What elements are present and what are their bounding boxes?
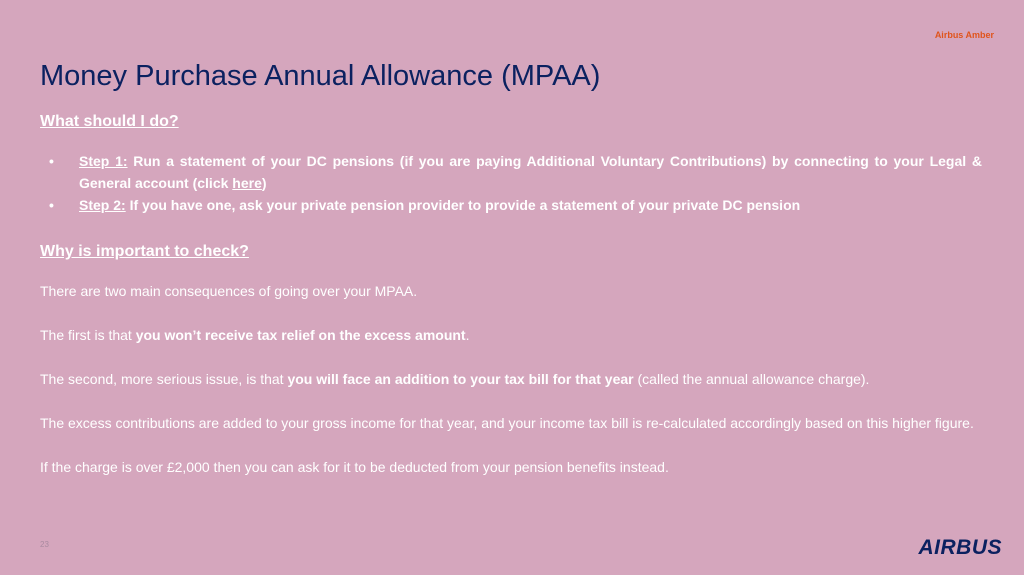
text-segment: (called the annual allowance charge). — [633, 371, 870, 387]
step-label: Step 1: — [79, 153, 128, 169]
step-label: Step 2: — [79, 197, 126, 213]
step-text: Run a statement of your DC pensions (if you are paying Additional Voluntary Contributions) by connecting to your Legal & General account (click — [79, 153, 982, 191]
step-text: If you have one, ask your private pension provider to provide a statement of your private DC pension — [125, 197, 801, 213]
paragraph-consequences: There are two main consequences of going over your MPAA. — [40, 283, 418, 299]
bullet-icon: • — [49, 197, 54, 213]
steps-list — [40, 150, 982, 216]
page-number: 23 — [40, 540, 49, 549]
step-item-1 — [40, 150, 982, 194]
text-segment-bold: you will face an addition to your tax bill for that year — [287, 371, 634, 387]
text-segment-bold: you won’t receive tax relief on the excess amount — [135, 327, 466, 343]
text-segment: . — [465, 327, 470, 343]
paragraph-tax-relief — [40, 324, 982, 346]
paragraph-tax-bill — [40, 368, 982, 390]
section-heading-why-check: Why is important to check? — [40, 243, 249, 260]
text-segment: The first is that — [40, 327, 136, 343]
step-item-2 — [40, 194, 982, 216]
text-segment: The second, more serious issue, is that — [40, 371, 288, 387]
airbus-logo: AIRBUS — [918, 536, 1002, 559]
slide-content — [40, 110, 982, 478]
paragraph-excess-contributions: The excess contributions are added to your gross income for that year, and your income tax bill is re-calculated accordingly based on this higher figure. — [40, 415, 974, 431]
slide-title: Money Purchase Annual Allowance (MPAA) — [40, 60, 601, 92]
bullet-icon: • — [49, 153, 54, 169]
here-link[interactable]: here — [232, 175, 262, 191]
step-text-after: ) — [261, 175, 267, 191]
section-heading-what-to-do: What should I do? — [40, 113, 179, 130]
paragraph-charge: If the charge is over £2,000 then you can ask for it to be deducted from your pension benefits instead. — [40, 459, 669, 475]
classification-label: Airbus Amber — [934, 30, 994, 40]
